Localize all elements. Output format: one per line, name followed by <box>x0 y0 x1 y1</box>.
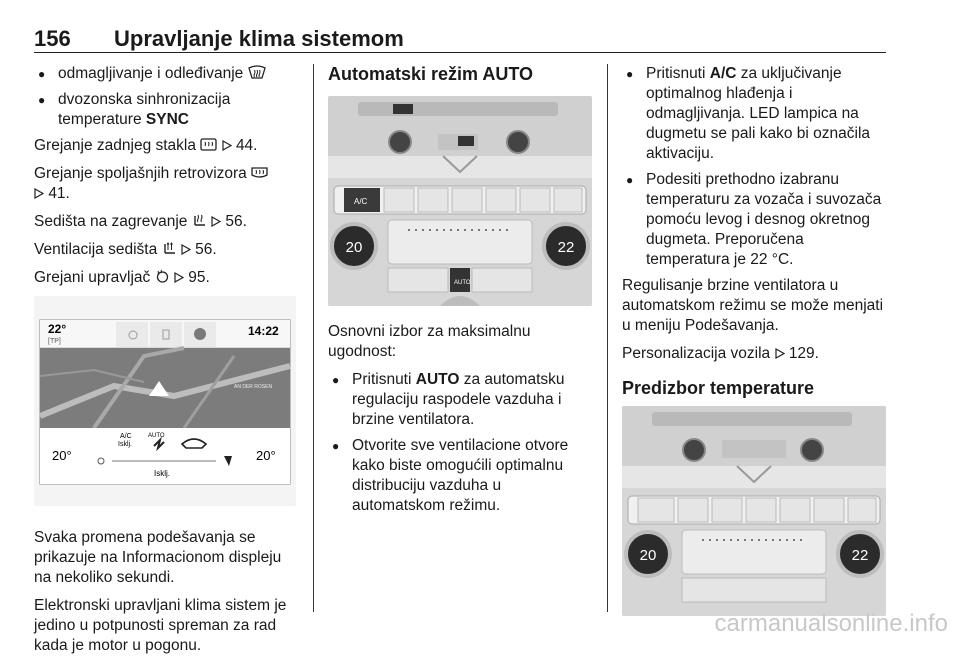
display-auto-label: AUTO <box>148 433 165 439</box>
left-temp-value: 20 <box>345 239 363 256</box>
map-street-label: AN DER ROSEN <box>234 384 273 390</box>
paragraph-personalization: Personalizacija vozila 129. <box>622 345 819 362</box>
display-clock: 14:22 <box>248 324 279 338</box>
column-2 <box>328 64 592 522</box>
paragraph-fan: Regulisanje brzine ventilatora u automatskom režimu se može menjati u meniju Podešavanja. <box>622 277 884 334</box>
paragraph-electronic: Elektronski upravljani klima sistem je jedino u potpunosti spreman za rad kada je motor u pogonu. <box>34 597 287 654</box>
section-heading-preset: Predizbor temperature <box>622 378 815 398</box>
media-icon <box>194 328 206 340</box>
page-reference-icon <box>222 140 232 151</box>
small-right-knob <box>801 439 823 461</box>
windshield-defrost-icon <box>248 65 266 79</box>
seat-heat-icon <box>192 213 207 227</box>
paragraph-steering-heat: Grejani upravljač 95. <box>34 269 210 286</box>
page-reference-icon <box>211 216 221 227</box>
small-right-knob <box>507 131 529 153</box>
feature-list <box>34 64 296 130</box>
list-item: ● Otvorite sve ventilacione otvore kako biste omogućili optimalnu distribuciju vazduha u automatskom režimu. <box>328 436 592 516</box>
section-heading-auto: Automatski režim AUTO <box>328 64 534 84</box>
paragraph-seat-vent: Ventilacija sedišta 56. <box>34 241 217 258</box>
list-item: ● odmagljivanje i odleđivanje <box>34 64 296 84</box>
page-header <box>34 26 886 53</box>
auto-button-label: AUTO <box>454 280 471 286</box>
page-reference-icon <box>775 348 785 359</box>
display-right-temp: 20° <box>256 448 276 463</box>
rear-window-heat-icon <box>200 138 217 151</box>
display-outside-temp: 22° <box>48 322 67 336</box>
steering-heat-icon <box>155 269 170 283</box>
mirror-heat-icon <box>251 166 268 179</box>
paragraph-rear-window: Grejanje zadnjeg stakla 44. <box>34 137 258 154</box>
ac-list <box>622 64 886 270</box>
column-divider <box>607 64 608 612</box>
page-number: 156 <box>34 26 71 51</box>
ac-button-label: A/C <box>354 197 368 206</box>
display-ac-label: A/C <box>120 433 132 440</box>
display-tp-label: [TP] <box>48 338 61 345</box>
list-item: ● Pritisnuti A/C za uključivanje optimalnog hlađenja i odmagljivanja. LED lampica na dugmetu se pali kako bi označila aktivaciju. <box>622 64 886 164</box>
list-item: ● Podesiti prethodno izabranu temperaturu za vozača i suvozača pomoću levog i desnog okretnog dugmeta. Preporučena temperatura je 22 °C. <box>622 170 886 270</box>
list-item: ● dvozonska sinhronizacija temperature SYNC <box>34 90 296 130</box>
climate-panel-figure <box>328 96 592 306</box>
page-title: Upravljanje klima sistemom <box>114 26 404 51</box>
page-reference-icon <box>181 244 191 255</box>
column-3 <box>622 64 886 616</box>
small-auto-button <box>458 136 474 146</box>
paragraph-display-note: Svaka promena podešavanja se prikazuje na Informacionom displeju na nekoliko sekundi. <box>34 529 282 586</box>
paragraph-seat-heat: Sedišta na zagrevanje 56. <box>34 213 247 230</box>
right-temp-value: 22 <box>851 547 869 564</box>
display-fan-state: Isklj. <box>154 469 170 478</box>
display-ac-state: Isklj. <box>118 441 132 448</box>
auto-list <box>328 370 592 516</box>
list-item: ● Pritisnuti AUTO za automatsku regulaciju raspodele vazduha i brzine ventilatora. <box>328 370 592 430</box>
page-reference-icon <box>34 188 44 199</box>
small-left-knob <box>389 131 411 153</box>
column-divider <box>313 64 314 612</box>
left-temp-value: 20 <box>639 547 657 564</box>
watermark: carmanualsonline.info <box>714 610 948 637</box>
seat-vent-icon <box>162 241 177 255</box>
page-reference-icon <box>174 272 184 283</box>
right-temp-value: 22 <box>557 239 575 256</box>
display-left-temp: 20° <box>52 448 72 463</box>
paragraph-mirrors: Grejanje spoljašnjih retrovizora 41. <box>34 164 296 204</box>
info-display-figure <box>34 296 296 506</box>
column-1 <box>34 64 296 664</box>
temperature-panel-figure <box>622 406 886 616</box>
paragraph-basic: Osnovni izbor za maksimalnu ugodnost: <box>328 323 531 360</box>
small-left-knob <box>683 439 705 461</box>
small-ac-button <box>393 104 413 114</box>
